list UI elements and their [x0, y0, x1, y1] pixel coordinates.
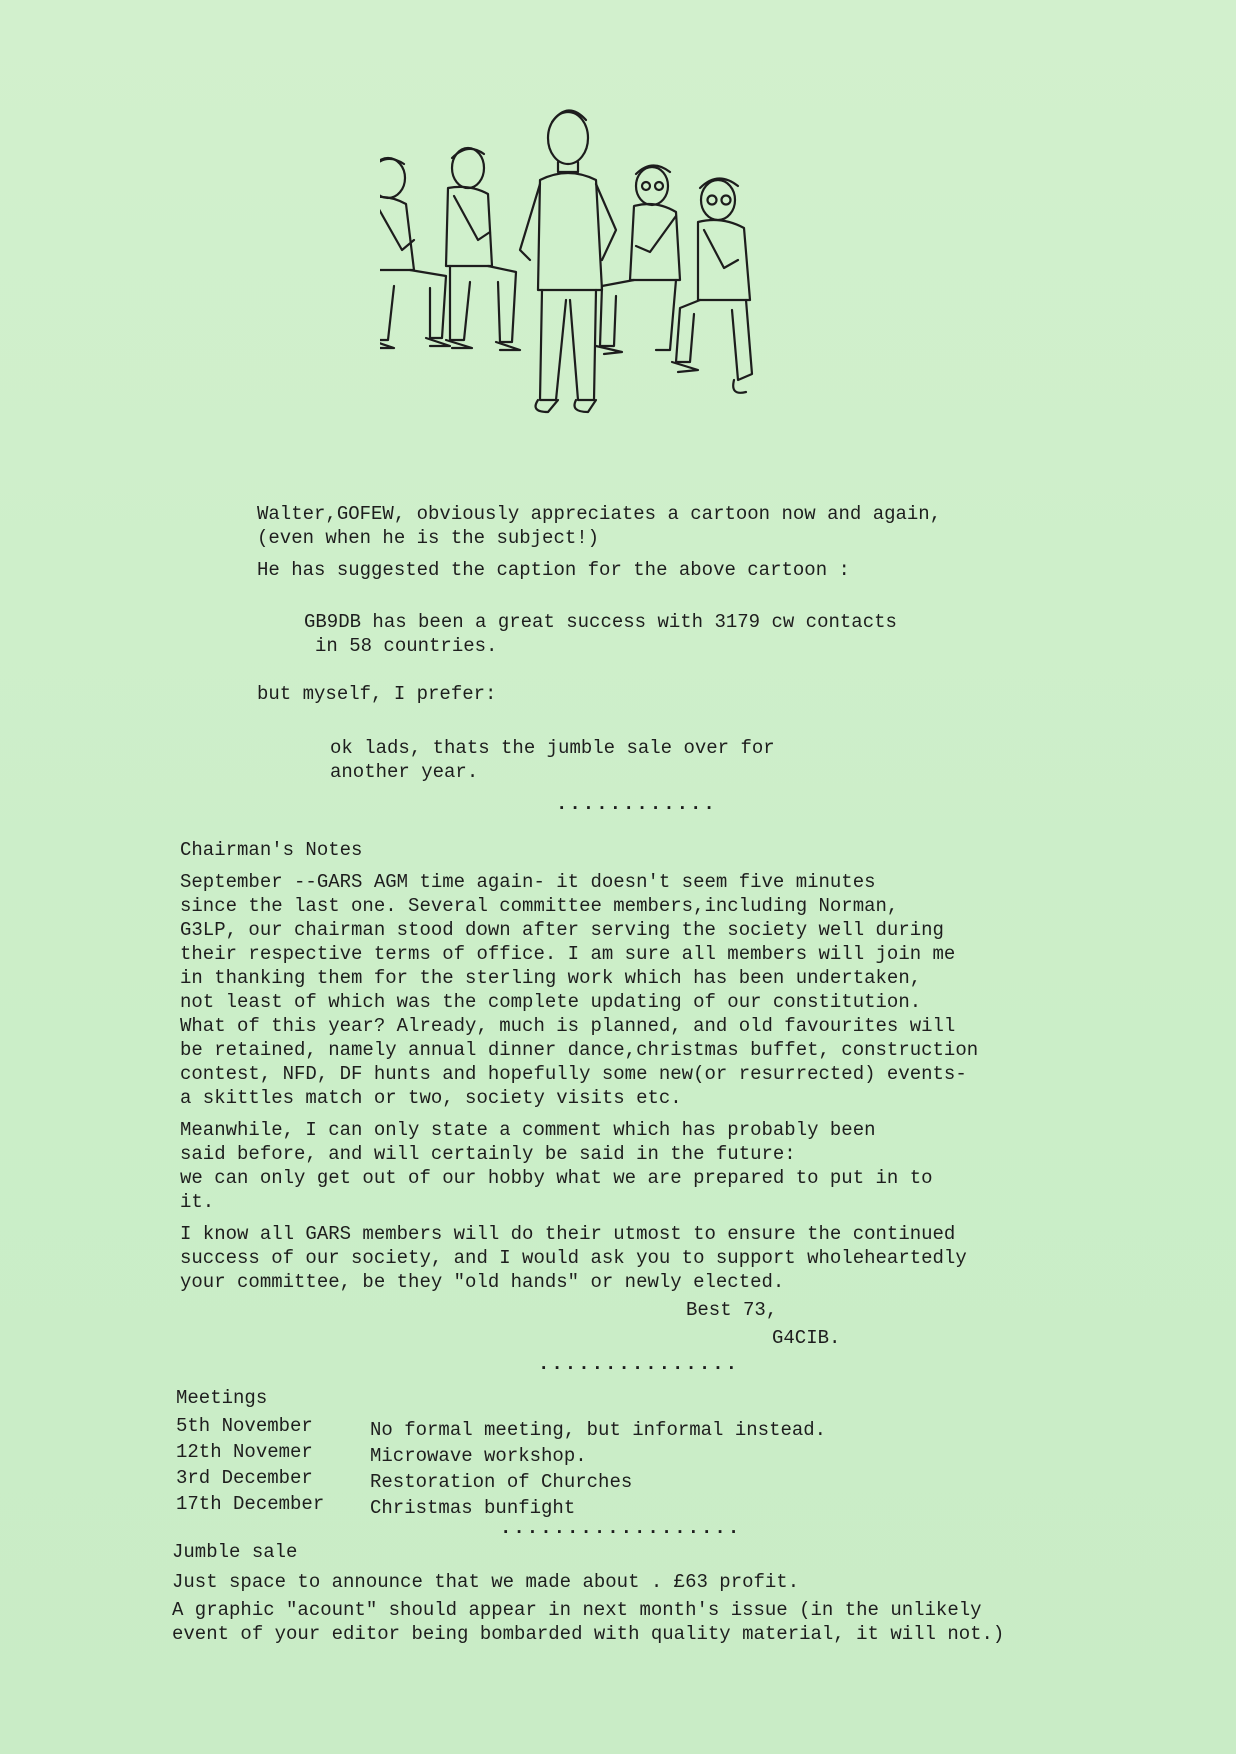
- jumble-line-3: event of your editor being bombarded with quality material, it will not.): [172, 1623, 1005, 1645]
- caption-2-line-2: another year.: [330, 761, 479, 783]
- chairman-line: their respective terms of office. I am sure all members will join me: [180, 943, 956, 965]
- meeting-desc: Restoration of Churches: [370, 1471, 633, 1493]
- chairman-line: said before, and will certainly be said in the future:: [180, 1143, 796, 1165]
- meeting-desc: Christmas bunfight: [370, 1497, 576, 1519]
- chairman-line: be retained, namely annual dinner dance,christmas buffet, construction: [180, 1039, 979, 1061]
- jumble-heading: Jumble sale: [172, 1541, 298, 1563]
- chairman-line: September --GARS AGM time again- it doesn't seem five minutes: [180, 871, 876, 893]
- chairman-line: not least of which was the complete updating of our constitution.: [180, 991, 922, 1013]
- separator-2: ...............: [538, 1353, 740, 1375]
- caption-1-line-2: in 58 countries.: [315, 635, 498, 657]
- chairman-line: What of this year? Already, much is planned, and old favourites will: [180, 1015, 956, 1037]
- chairman-line: your committee, be they "old hands" or newly elected.: [180, 1271, 785, 1293]
- signoff: Best 73,: [686, 1299, 778, 1321]
- chairman-line: G3LP, our chairman stood down after serving the society well during: [180, 919, 944, 941]
- meetings-heading: Meetings: [176, 1387, 268, 1409]
- chairman-line: success of our society, and I would ask you to support wholeheartedly: [180, 1247, 967, 1269]
- separator-1: ............: [556, 793, 717, 815]
- jumble-line-1: Just space to announce that we made about . £63 profit.: [172, 1571, 800, 1593]
- cartoon-illustration: [380, 100, 860, 480]
- chairman-line: we can only get out of our hobby what we are prepared to put in to: [180, 1167, 933, 1189]
- seated-man-3-figure: [596, 165, 680, 354]
- standing-man-figure: [520, 110, 616, 412]
- caption-2-line-1: ok lads, thats the jumble sale over for: [330, 737, 775, 759]
- jumble-line-2: A graphic "acount" should appear in next month's issue (in the unlikely: [172, 1599, 982, 1621]
- meeting-date: 12th Novemer: [176, 1441, 313, 1463]
- callsign: G4CIB.: [772, 1327, 841, 1349]
- chairman-line: a skittles match or two, society visits etc.: [180, 1087, 682, 1109]
- meeting-desc: No formal meeting, but informal instead.: [370, 1419, 827, 1441]
- chairman-line: contest, NFD, DF hunts and hopefully some new(or resurrected) events-: [180, 1063, 967, 1085]
- meeting-desc: Microwave workshop.: [370, 1445, 587, 1467]
- intro-line-3: He has suggested the caption for the above cartoon :: [257, 559, 850, 581]
- separator-3: ..................: [500, 1517, 742, 1539]
- caption-1-line-1: GB9DB has been a great success with 3179 cw contacts: [304, 611, 897, 633]
- seated-man-2-figure: [446, 148, 520, 350]
- intro-line-2: (even when he is the subject!): [257, 527, 600, 549]
- intro-line-1: Walter,GOFEW, obviously appreciates a cartoon now and again,: [257, 503, 942, 525]
- seated-man-4-figure: [672, 178, 752, 392]
- prefer-line: but myself, I prefer:: [257, 683, 497, 705]
- chairman-line: it.: [180, 1191, 215, 1213]
- meeting-date: 17th December: [176, 1493, 325, 1515]
- chairman-line: since the last one. Several committee members,including Norman,: [180, 895, 899, 917]
- chairman-line: Meanwhile, I can only state a comment which has probably been: [180, 1119, 876, 1141]
- meeting-date: 3rd December: [176, 1467, 313, 1489]
- seated-man-1-figure: [380, 158, 450, 348]
- chairman-heading: Chairman's Notes: [180, 839, 363, 861]
- chairman-line: I know all GARS members will do their utmost to ensure the continued: [180, 1223, 956, 1245]
- chairman-line: in thanking them for the sterling work which has been undertaken,: [180, 967, 922, 989]
- meeting-date: 5th November: [176, 1415, 313, 1437]
